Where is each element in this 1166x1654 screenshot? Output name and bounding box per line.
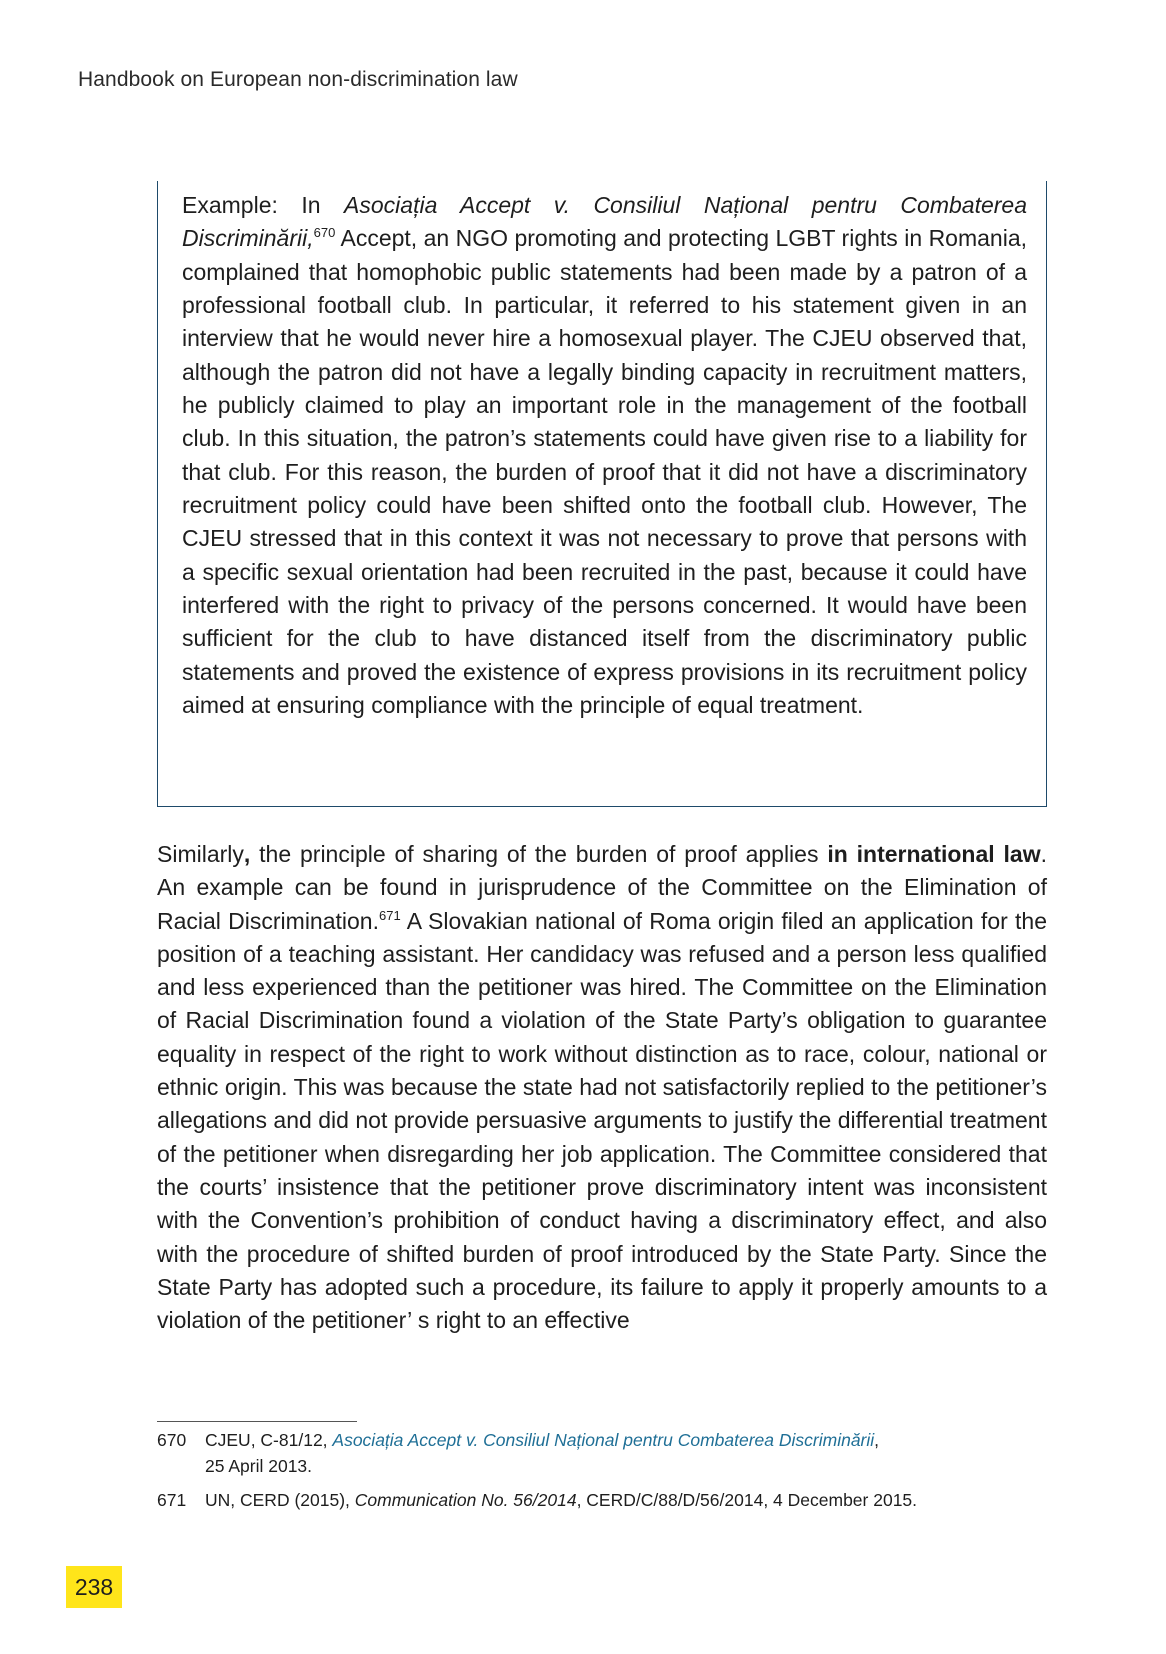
footnote-ref-671[interactable]: 671 [379,907,401,923]
footnote-ref-670[interactable]: 670 [313,225,336,241]
paragraph-lead: Similarly [157,841,244,867]
footnote-text [205,1487,1047,1513]
paragraph-part1: the principle of sharing of the burden of proof applies [250,841,828,867]
example-label: Example: In [182,192,345,218]
footnote-separator [157,1421,357,1422]
footnote-date: 25 April 2013. [205,1456,313,1476]
footnote-number: 670 [157,1430,187,1450]
paragraph-bold-comma: , [243,841,251,867]
footnote-case-link[interactable]: Asociația Accept v. Consiliul Național pentru Combaterea Discriminării [332,1430,875,1450]
footnote-prefix: UN, CERD (2015), [205,1490,355,1510]
footnote-italic-title: Communication No. 56/2014 [354,1490,577,1510]
paragraph-part3: A Slovakian national of Roma origin filed an application for the position of a teaching assistant. Her candidacy was refused and a person less qualified and less experienced than the petitioner was hired. The Committee on the Elimination of Racial Discrimination found a violation of the State Party’s obligation to guarantee equality in respect of the right to work without distinction as to race, colour, national or ethnic origin. This was because the state had not satisfactorily replied to the petitioner’s allegations and did not provide persuasive arguments to justify the differential treatment of the petitioner when disregarding her job application. The Committee considered that the courts’ insistence that the petitioner prove discriminatory intent was inconsistent with the Convention’s prohibition of conduct having a discriminatory effect, and also with the procedure of shifted burden of proof introduced by the State Party. Since the State Party has adopted such a procedure, its failure to apply it properly amounts to a violation of the petitioner’ s right to an effective [157,907,1048,1334]
example-comma: , [307,225,314,252]
footnote-number: 671 [157,1490,187,1510]
footnote-suffix: , CERD/C/88/D/56/2014, 4 December 2015. [576,1490,918,1510]
footnote-text [205,1427,1047,1479]
footnote-prefix: CJEU, C-81/12, [205,1430,333,1450]
footnote-suffix: , [874,1430,880,1450]
example-box [157,181,1047,807]
paragraph-part2: . An example can be found in jurisprudence of the Committee on the Elimination of Racial Discrimination. [157,841,1047,934]
example-case-name: Asociația Accept v. Consiliul Național pentru Combaterea Discriminării [182,192,1027,252]
example-body: Accept, an NGO promoting and protecting LGBT rights in Romania, complained that homophobic public statements had been made by a patron of a professional football club. In particular, it referred to his statement given in an interview that he would never hire a homosexual player. The CJEU observed that, although the patron did not have a legally binding capacity in recruitment matters, he publicly claimed to play an important role in the management of the football club. In this situation, the patron’s statements could have given rise to a liability for that club. For this reason, the burden of proof that it did not have a discriminatory recruitment policy could have been shifted onto the football club. However, The CJEU stressed that in this context it was not necessary to prove that persons with a specific sexual orientation had been recruited in the past, because it could have interfered with the right to privacy of the persons concerned. It would have been sufficient for the club to have distanced itself from the discriminatory public statements and proved the existence of express provisions in its recruitment policy aimed at ensuring compliance with the principle of equal treatment. [182,225,1027,719]
page-number: 238 [66,1566,122,1608]
body-paragraph [157,838,1047,1337]
paragraph-bold-phrase: in international law [827,841,1041,867]
running-header-title: Handbook on European non-discrimination law [78,68,518,91]
example-text [182,189,1027,723]
